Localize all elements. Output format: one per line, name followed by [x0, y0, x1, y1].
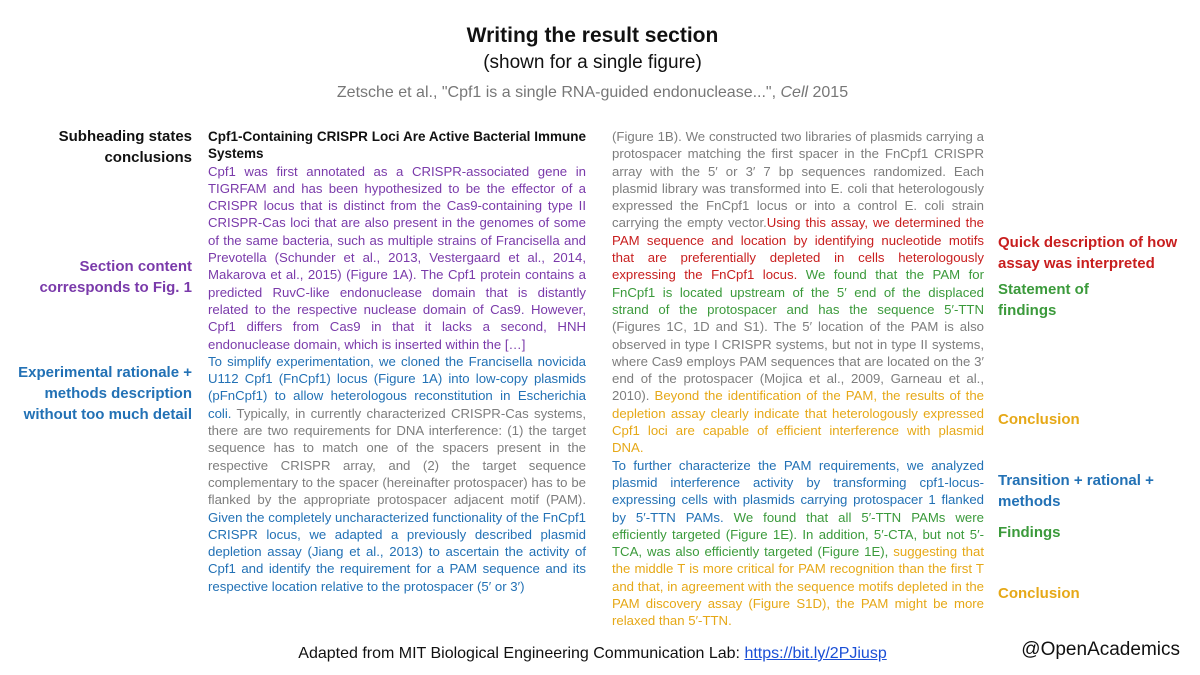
red-text: Using this assay, we determined the PAM sequence and location by identifying nucleotide motifs that are preferentially depleted in cells heterologously expressing the FnCpf1 locus. [612, 215, 984, 283]
annotation-subheading: Subheading states conclusions [58, 128, 192, 166]
annotation-conclusion-2: Conclusion [998, 585, 1080, 602]
blue-text-1: To simplify experimentation, we cloned the Francisella novicida U112 Cpf1 (FnCpf1) locus (Figure 1A) into low-copy plasmids (pFnCpf1) to allow heterologous reconstitution in Escherichia coli. [208, 353, 586, 421]
citation-year: 2015 [808, 84, 849, 101]
footer [0, 645, 1185, 663]
annotation-statement: Statement of findings [998, 281, 1089, 319]
yellow-text-1: Beyond the identification of the PAM, the results of the depletion assay clearly indicate that heterologously expressed Cpf1 loci are capable of efficient interference with plasmid DNA. [612, 388, 984, 456]
right-gray-text-2: (Figures 1C, 1D and S1). The 5′ location of the PAM is also observed in type I CRISPR systems, but not in type II systems, where Cas9 employs PAM sequences that are located on the 3′ end of the protospacer (Mojica et al., 2009, Garneau et al., 2010). [612, 319, 984, 404]
right-column [612, 128, 984, 630]
annotation-rationale: Experimental rationale + methods description without too much detail [18, 364, 192, 423]
annotation-findings: Findings [998, 524, 1061, 541]
citation-prefix: Zetsche et al., "Cpf1 is a single RNA-guided endonuclease...", [336, 84, 781, 101]
section-heading: Cpf1-Containing CRISPR Loci Are Active Bacterial Immune Systems [208, 129, 586, 162]
green-text-1: We found that the PAM for FnCpf1 is located upstream of the 5′ end of the displaced strand of the protospacer and has the sequence 5′-TTN [612, 267, 984, 317]
citation [0, 84, 1185, 102]
right-gray-text-1: (Figure 1B). We constructed two libraries of plasmids carrying a protospacer matching the first spacer in the FnCpf1 CRISPR array with the 5′ or 3′ 7 bp sequences randomized. Each plasmid library was transformed into E. coli that heterologously expressed the FnCpf1 locus or into a control E. coli strain carrying the empty vector. [612, 129, 984, 231]
left-paragraph-1 [208, 163, 586, 353]
citation-journal: Cell [780, 84, 809, 101]
right-paragraph-2 [612, 457, 984, 630]
footer-link[interactable]: https://bit.ly/2PJiusp [744, 645, 887, 662]
annotation-transition: Transition + rational + methods [998, 472, 1154, 510]
annotation-conclusion-1: Conclusion [998, 411, 1080, 428]
blue-text-2: Given the completely uncharacterized functionality of the FnCpf1 CRISPR locus, we adapted a previously described plasmid depletion assay (Jiang et al., 2013) to ascertain the activity of Cpf1 and identify the requirement for a PAM sequence and its respective location relative to the protospacer (5′ or 3′) [208, 509, 586, 594]
annotation-section-content: Section content corresponds to Fig. 1 [39, 258, 192, 296]
footer-text: Adapted from MIT Biological Engineering Communication Lab: [298, 645, 745, 662]
left-column [208, 128, 586, 595]
right-paragraph-1 [612, 128, 984, 457]
green-text-2: We found that all 5′-TTN PAMs were efficiently targeted (Figure 1E). In addition, 5′-CTA, but not 5′-TCA, was also efficiently targeted (Figure 1E), [612, 509, 984, 560]
right-blue-text: To further characterize the PAM requirements, we analyzed plasmid interference activity by transforming cpf1-locus-expressing cells with plasmids carrying protospacer 1 flanked by 5′-TTN PAMs. [612, 457, 984, 525]
social-handle: @OpenAcademics [1021, 639, 1180, 660]
gray-text-1: Typically, in currently characterized CRISPR-Cas systems, there are two requirements for DNA interference: (1) the target sequence has to match one of the spacers present in the respective CRISPR array, and (2) the target sequence complementary to the spacer (hereinafter protospacer) has to be flanked by the appropriate protospacer adjacent motif (PAM). [208, 405, 586, 508]
left-paragraph-2 [208, 353, 586, 595]
purple-text: Cpf1 was first annotated as a CRISPR-associated gene in TIGRFAM and has been hypothesized to be the effector of a CRISPR locus that is distinct from the Cas9-containing type II CRISPR-Cas loci that are also present in the genomes of some of the same bacteria, such as multiple strains of Francisella and Prevotella (Schunder et al., 2013, Vestergaard et al., 2014, Makarova et al., 2015) (Figure 1A). The Cpf1 protein contains a predicted RuvC-like endonuclease domain that is distantly related to the respective nuclease domain of Cas9. However, Cpf1 differs from Cas9 in that it lacks a second, HNH endonuclease domain, which is inserted within the […] [208, 163, 586, 352]
annotation-quick-description: Quick description of how assay was interpreted [998, 234, 1178, 272]
page-title: Writing the result section [466, 24, 719, 47]
yellow-text-2: suggesting that the middle T is more critical for PAM recognition than the first T and that, in agreement with the sequence motifs depleted in the PAM discovery assay (Figure S1D), the PAM might be more relaxed than 5′-TTN. [612, 544, 984, 629]
page-subtitle: (shown for a single figure) [483, 52, 702, 73]
